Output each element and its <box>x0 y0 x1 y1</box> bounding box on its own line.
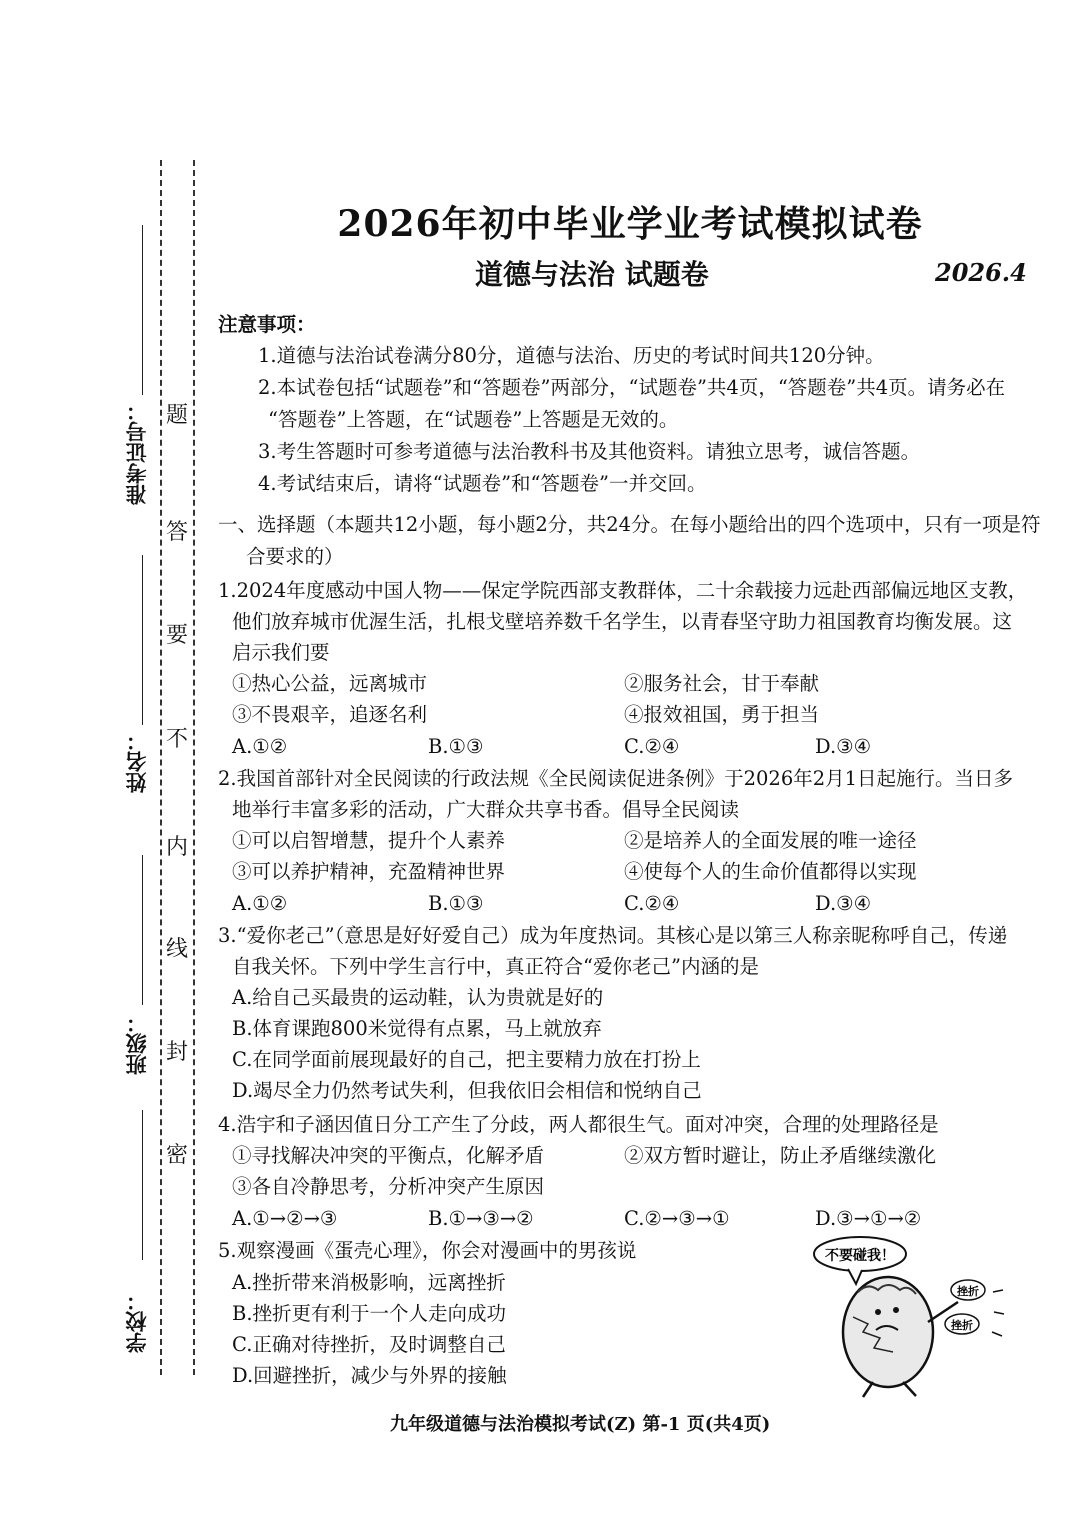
statement-item: ③各自冷静思考，分析冲突产生原因 <box>232 1175 545 1198</box>
statement-item: ②是培养人的全面发展的唯一途径 <box>624 829 917 852</box>
statement-item: ①热心公益，远离城市 <box>232 672 428 695</box>
seal-char: 要 <box>165 623 188 648</box>
exam-title: 2026年初中毕业学业考试模拟试卷 <box>337 203 923 245</box>
answer-option: B.挫折更有利于一个人走向成功 <box>232 1302 507 1325</box>
exam-number-fill-line <box>142 225 143 395</box>
answer-option: D.竭尽全力仍然考试失利，但我依旧会相信和悦纳自己 <box>232 1079 702 1102</box>
answer-option: D.回避挫折，减少与外界的接触 <box>232 1364 507 1387</box>
setback-tag: 挫折 <box>951 1319 973 1332</box>
answer-option: C.正确对待挫折，及时调整自己 <box>232 1333 506 1356</box>
answer-option: B.体育课跑800米觉得有点累，马上就放弃 <box>232 1017 602 1040</box>
question-stem: 3.“爱你老己”（意思是好好爱自己）成为年度热词。其核心是以第三人称亲昵称呼自己，传递 <box>218 924 1008 947</box>
seal-char: 不 <box>165 727 188 752</box>
question-stem: 启示我们要 <box>232 641 330 664</box>
answer-option: D.③→①→② <box>815 1207 922 1230</box>
statement-item: ④报效祖国，勇于担当 <box>624 703 820 726</box>
setback-tag: 挫折 <box>957 1285 979 1298</box>
seal-char: 答 <box>165 520 188 545</box>
answer-option: A.挫折带来消极影响，远离挫折 <box>232 1271 506 1294</box>
seal-char: 线 <box>165 937 188 962</box>
name-fill-line <box>142 555 143 725</box>
section-heading: 一、选择题（本题共12小题，每小题2分，共24分。在每小题给出的四个选项中，只有一项是符 <box>218 513 1041 536</box>
answer-option: C.②④ <box>624 735 680 758</box>
school-label: 学校： <box>124 1290 149 1353</box>
statement-item: ①可以启智增慧，提升个人素养 <box>232 829 506 852</box>
question-stem: 5.观察漫画《蛋壳心理》，你会对漫画中的男孩说 <box>218 1239 637 1262</box>
class-fill-line <box>142 855 143 1005</box>
answer-option: C.②→③→① <box>624 1207 730 1230</box>
binding-dashed-line-inner <box>193 160 195 1375</box>
notice-heading: 注意事项： <box>218 313 316 336</box>
exam-number-label: 准考证号： <box>124 400 149 505</box>
answer-option: A.①② <box>232 735 288 758</box>
binding-dashed-line-outer <box>160 160 162 1375</box>
class-label: 班级： <box>124 1012 149 1075</box>
notice-item: 3.考生答题时可参考道德与法治教科书及其他资料。请独立思考，诚信答题。 <box>258 440 921 463</box>
question-stem: 地举行丰富多彩的活动，广大群众共享书香。倡导全民阅读 <box>232 798 740 821</box>
notice-item: 4.考试结束后，请将“试题卷”和“答题卷”一并交回。 <box>258 472 707 495</box>
answer-option: A.①② <box>232 892 288 915</box>
school-fill-line <box>142 1110 143 1260</box>
notice-item: 1.道德与法治试卷满分80分，道德与法治、历史的考试时间共120分钟。 <box>258 344 885 367</box>
question-stem: 1.2024年度感动中国人物——保定学院西部支教群体，二十余载接力远赴西部偏远地区支教， <box>218 579 1028 602</box>
exam-subtitle: 道德与法治 试题卷 <box>475 258 709 291</box>
answer-option: D.③④ <box>815 892 872 915</box>
egg-boy-illustration <box>808 1232 1008 1402</box>
notice-item: “答题卷”上答题，在“试题卷”上答题是无效的。 <box>268 408 679 431</box>
eggshell-cartoon <box>808 1232 1008 1402</box>
question-stem: 他们放弃城市优渥生活，扎根戈壁培养数千名学生，以青春坚守助力祖国教育均衡发展。这 <box>232 610 1013 633</box>
seal-char: 封 <box>165 1040 188 1065</box>
exam-date: 2026.4 <box>935 258 1027 287</box>
statement-item: ②双方暂时避让，防止矛盾继续激化 <box>624 1144 937 1167</box>
answer-option: C.②④ <box>624 892 680 915</box>
statement-item: ③可以养护精神，充盈精神世界 <box>232 860 506 883</box>
seal-char: 题 <box>165 403 188 428</box>
answer-option: A.给自己买最贵的运动鞋，认为贵就是好的 <box>232 986 604 1009</box>
name-label: 姓名： <box>124 730 149 793</box>
question-stem: 4.浩宇和子涵因值日分工产生了分歧，两人都很生气。面对冲突，合理的处理路径是 <box>218 1113 939 1136</box>
answer-option: B.①③ <box>428 892 484 915</box>
seal-char: 内 <box>165 835 188 860</box>
notice-item: 2.本试卷包括“试题卷”和“答题卷”两部分，“试题卷”共4页，“答题卷”共4页。请务必在 <box>258 376 1006 399</box>
statement-item: ③不畏艰辛，追逐名利 <box>232 703 428 726</box>
answer-option: A.①→②→③ <box>232 1207 338 1230</box>
page-footer: 九年级道德与法治模拟考试(Z) 第-1 页(共4页) <box>390 1414 771 1435</box>
statement-item: ④使每个人的生命价值都得以实现 <box>624 860 917 883</box>
section-heading-cont: 合要求的） <box>246 545 344 568</box>
answer-option: B.①→③→② <box>428 1207 534 1230</box>
question-stem: 2.我国首部针对全民阅读的行政法规《全民阅读促进条例》于2026年2月1日起施行。当日多 <box>218 767 1014 790</box>
seal-char: 密 <box>165 1143 188 1168</box>
answer-option: B.①③ <box>428 735 484 758</box>
answer-option: D.③④ <box>815 735 872 758</box>
statement-item: ②服务社会，甘于奉献 <box>624 672 820 695</box>
question-stem: 自我关怀。下列中学生言行中，真正符合“爱你老己”内涵的是 <box>232 955 759 978</box>
speech-bubble-text: 不要碰我！ <box>825 1248 895 1264</box>
answer-option: C.在同学面前展现最好的自己，把主要精力放在打扮上 <box>232 1048 701 1071</box>
statement-item: ①寻找解决冲突的平衡点，化解矛盾 <box>232 1144 545 1167</box>
